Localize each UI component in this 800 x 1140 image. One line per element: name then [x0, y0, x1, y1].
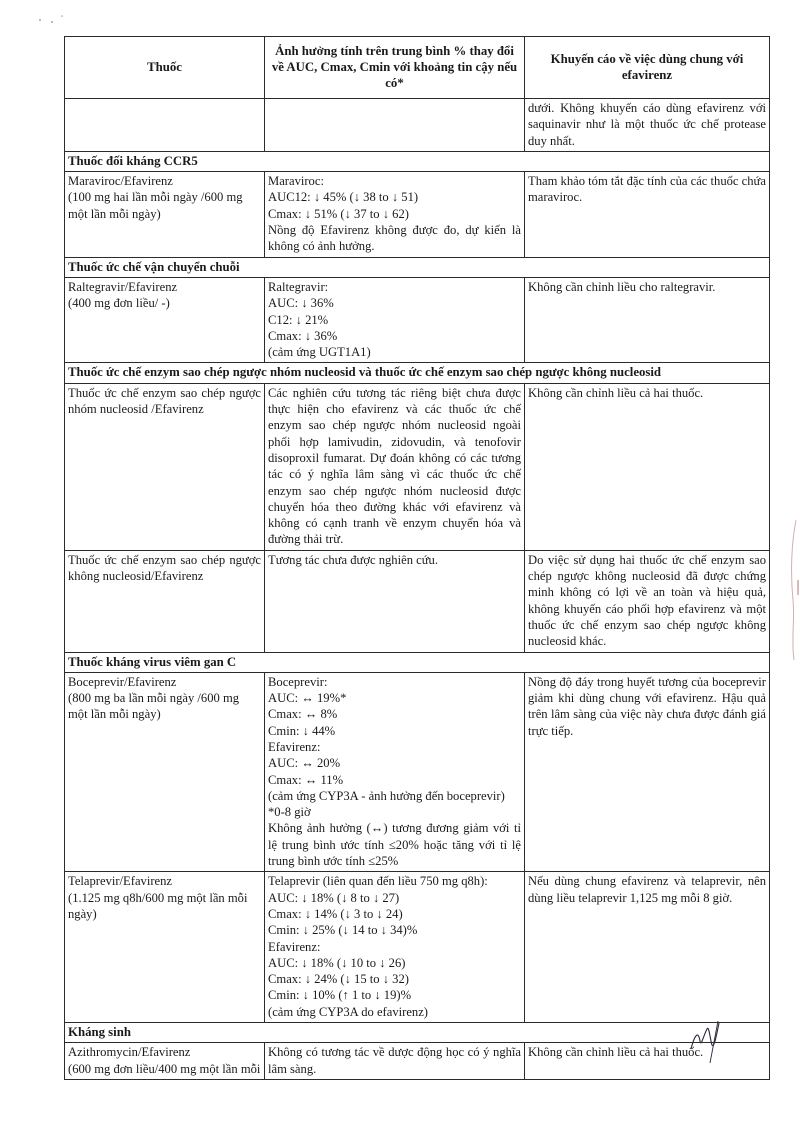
effect-line: Cmax: ↓ 51% (↓ 37 to ↓ 62): [268, 206, 409, 221]
section-row-integrase: [65, 257, 770, 277]
cell-empty: [265, 99, 525, 152]
cell-effect: Tương tác chưa được nghiên cứu.: [265, 550, 525, 652]
effect-line: (cảm ứng UGT1A1): [268, 345, 371, 360]
section-title-nrti: Thuốc ức chế enzym sao chép ngược nhóm nucleosid và thuốc ức chế enzym sao chép ngược không nucleosid: [65, 363, 770, 383]
header-effect: Ảnh hưởng tính trên trung bình % thay đổi về AUC, Cmax, Cmin với khoảng tin cậy nếu có*: [265, 37, 525, 99]
cell-drug: Thuốc ức chế enzym sao chép ngược nhóm nucleosid /Efavirenz: [65, 383, 265, 550]
drug-dose: (1.125 mg q8h/600 mg một lần mỗi ngày): [68, 890, 251, 921]
section-row-antibiotic: [65, 1023, 770, 1043]
effect-line: Cmin: ↓ 10% (↑ 1 to ↓ 19)%: [268, 988, 412, 1003]
table-row-maraviroc: [65, 172, 770, 257]
effect-line: (cảm ứng CYP3A do efavirenz): [268, 1004, 429, 1019]
effect-line: Cmax: ↓ 36%: [268, 328, 338, 343]
effect-line: Nồng độ Efavirenz không được đo, dự kiến là không có ảnh hưởng.: [268, 223, 525, 254]
drug-name: Azithromycin/Efavirenz: [68, 1045, 191, 1060]
table-row-nnrti: [65, 550, 770, 652]
effect-line: Cmin: ↓ 44%: [268, 723, 336, 738]
drug-dose: (600 mg đơn liều/400 mg một lần mỗi: [68, 1061, 261, 1076]
cell-recommendation: dưới. Không khuyến cáo dùng efavirenz với saquinavir như là một thuốc ức chế protease duy nhất.: [525, 99, 770, 152]
cell-drug: Thuốc ức chế enzym sao chép ngược không nucleosid/Efavirenz: [65, 550, 265, 652]
effect-line: AUC: ↓ 36%: [268, 296, 334, 311]
cell-drug: [65, 1043, 265, 1080]
effect-line: AUC: ↔ 19%*: [268, 691, 347, 706]
effect-line: Efavirenz:: [268, 939, 321, 954]
table-row-boceprevir: [65, 672, 770, 872]
effect-line: Cmin: ↓ 25% (↓ 14 to ↓ 34)%: [268, 923, 418, 938]
cell-effect: Không có tương tác về dược động học có ý nghĩa lâm sàng.: [265, 1043, 525, 1080]
cell-recommendation: Không cần chỉnh liều cho raltegravir.: [525, 277, 770, 362]
table-header-row: [65, 37, 770, 99]
cell-recommendation: Không cần chỉnh liều cả hai thuốc.: [525, 1043, 770, 1080]
table-row-nrti: [65, 383, 770, 550]
effect-line: Cmax: ↔ 8%: [268, 707, 338, 722]
effect-line: AUC: ↓ 18% (↓ 8 to ↓ 27): [268, 890, 400, 905]
effect-line: C12: ↓ 21%: [268, 312, 329, 327]
drug-name: Boceprevir/Efavirenz: [68, 674, 177, 689]
drug-name: Telaprevir/Efavirenz: [68, 874, 173, 889]
section-title-antibiotic: Kháng sinh: [65, 1023, 770, 1043]
drug-name: Maraviroc/Efavirenz: [68, 174, 173, 189]
cell-effect: [265, 172, 525, 257]
section-title-ccr5: Thuốc đối kháng CCR5: [65, 151, 770, 171]
effect-line: Cmax: ↓ 14% (↓ 3 to ↓ 24): [268, 906, 403, 921]
effect-line: *0-8 giờ: [268, 805, 311, 820]
cell-effect: Các nghiên cứu tương tác riêng biệt chưa được thực hiện cho efavirenz và các thuốc ức chế enzym sao chép ngược nhóm nucleosid ngoài phối hợp lamivudin, zidovudin, và tenofovir disoproxil fumarat. Dự đoán không có các tương tác có ý nghĩa lâm sàng vì các thuốc ức chế enzym sao chép ngược nhóm nucleosid được chuyển hóa theo đường khác với efavirenz và không có cạnh tranh về enzym chuyển hóa và đường thải trừ.: [265, 383, 525, 550]
cell-recommendation: Không cần chỉnh liều cả hai thuốc.: [525, 383, 770, 550]
header-recommendation: Khuyến cáo về việc dùng chung với efavirenz: [525, 37, 770, 99]
cell-effect: [265, 277, 525, 362]
effect-line: (cảm ứng CYP3A - ảnh hưởng đến boceprevir): [268, 788, 505, 803]
section-row-ccr5: [65, 151, 770, 171]
effect-line: Telaprevir (liên quan đến liều 750 mg q8h):: [268, 874, 488, 889]
cell-effect: [265, 672, 525, 872]
effect-line: Cmax: ↓ 24% (↓ 15 to ↓ 32): [268, 972, 409, 987]
table-row-telaprevir: [65, 872, 770, 1023]
effect-line: Cmax: ↔ 11%: [268, 772, 344, 787]
effect-line: Raltegravir:: [268, 279, 329, 294]
cell-drug: [65, 672, 265, 872]
table-row-continued: [65, 99, 770, 152]
table-row-azithromycin: [65, 1043, 770, 1080]
effect-line: Efavirenz:: [268, 739, 321, 754]
effect-line: AUC12: ↓ 45% (↓ 38 to ↓ 51): [268, 190, 419, 205]
effect-line: Không ảnh hưởng (↔) tương đương giảm với tỉ lệ trung bình ước tính ≤20% hoặc tăng với tỉ lệ trung bình ước tính ≤25%: [268, 821, 525, 869]
cell-recommendation: Tham khảo tóm tắt đặc tính của các thuốc chứa maraviroc.: [525, 172, 770, 257]
drug-dose: (400 mg đơn liều/ -): [68, 296, 170, 311]
drug-dose: (800 mg ba lần mỗi ngày /600 mg một lần mỗi ngày): [68, 691, 243, 722]
handwritten-initials-mark: [688, 1015, 722, 1065]
table-row-raltegravir: [65, 277, 770, 362]
cell-recommendation: Do việc sử dụng hai thuốc ức chế enzym sao chép ngược không nucleosid đã được chứng minh không có lợi về an toàn và hiệu quả, không khuyến cáo phối hợp efavirenz và một thuốc ức chế enzym sao chép ngược không nucleosid khác.: [525, 550, 770, 652]
drug-dose: (100 mg hai lần mỗi ngày /600 mg một lần mỗi ngày): [68, 190, 246, 221]
cell-effect: [265, 872, 525, 1023]
cell-drug: [65, 872, 265, 1023]
header-drug: Thuốc: [65, 37, 265, 99]
cell-empty: [65, 99, 265, 152]
effect-line: Boceprevir:: [268, 674, 328, 689]
cell-drug: [65, 277, 265, 362]
section-title-integrase: Thuốc ức chế vận chuyển chuỗi: [65, 257, 770, 277]
effect-line: Maraviroc:: [268, 174, 324, 189]
cell-recommendation: Nồng độ đáy trong huyết tương của boceprevir giảm khi dùng chung với efavirenz. Hậu quả trên lâm sàng của việc này chưa được đánh giá trực tiếp.: [525, 672, 770, 872]
drug-interaction-table: [64, 36, 770, 1080]
section-row-hcv: [65, 652, 770, 672]
section-title-hcv: Thuốc kháng virus viêm gan C: [65, 652, 770, 672]
effect-line: AUC: ↔ 20%: [268, 756, 341, 771]
effect-line: AUC: ↓ 18% (↓ 10 to ↓ 26): [268, 955, 406, 970]
cell-drug: [65, 172, 265, 257]
section-row-nrti: [65, 363, 770, 383]
stamp-edge-mark: [786, 510, 800, 670]
drug-name: Raltegravir/Efavirenz: [68, 279, 178, 294]
cell-recommendation: Nếu dùng chung efavirenz và telaprevir, nên dùng liều telaprevir 1,125 mg mỗi 8 giờ.: [525, 872, 770, 1023]
